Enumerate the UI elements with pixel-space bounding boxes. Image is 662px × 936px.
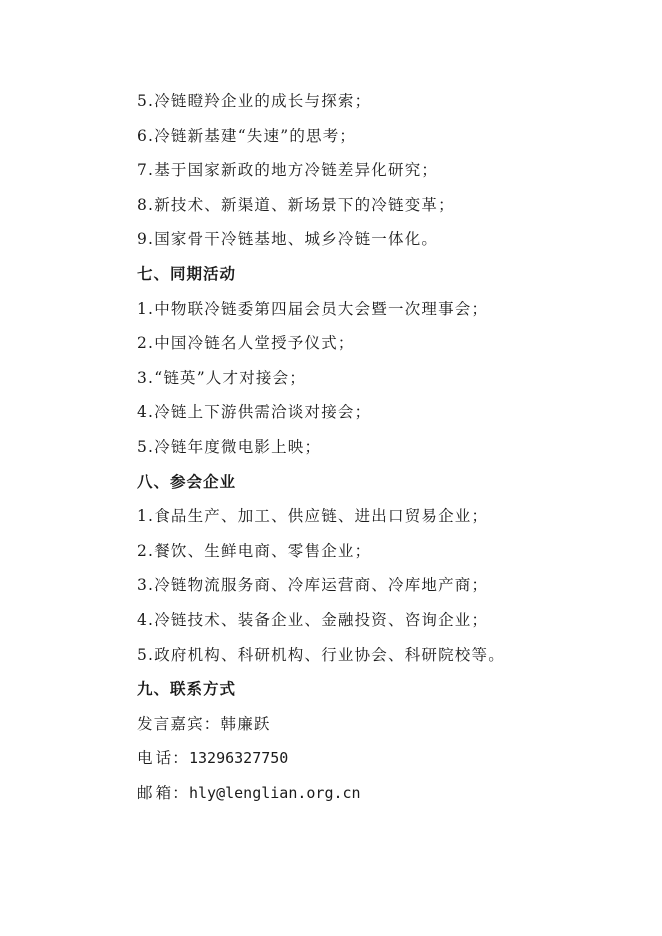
phone-label: 电 话： — [137, 749, 189, 768]
event-item-4: 4.冷链上下游供需洽谈对接会； — [137, 403, 372, 422]
email-label: 邮 箱： — [137, 783, 189, 802]
speaker-label: 发言嘉宾： — [137, 714, 221, 733]
phone-number[interactable]: 13296327750 — [189, 749, 289, 768]
participant-item-4: 4.冷链技术、装备企业、金融投资、咨询企业； — [137, 610, 489, 629]
topic-item-6: 6.冷链新基建“失速”的思考； — [137, 126, 357, 145]
section-heading-contact: 九、联系方式 — [137, 680, 237, 699]
topic-item-9: 9.国家骨干冷链基地、城乡冷链一体化。 — [137, 230, 439, 249]
event-item-3: 3.“链英”人才对接会； — [137, 368, 307, 387]
topic-item-7: 7.基于国家新政的地方冷链差异化研究； — [137, 161, 439, 180]
section-heading-participants: 八、参会企业 — [137, 472, 237, 491]
email-address[interactable]: hly@lenglian.org.cn — [189, 783, 361, 802]
section-heading-concurrent-events: 七、同期活动 — [137, 264, 237, 283]
participant-item-5: 5.政府机构、科研机构、行业协会、科研院校等。 — [137, 645, 505, 664]
document-body — [137, 84, 637, 810]
event-item-5: 5.冷链年度微电影上映； — [137, 437, 322, 456]
contact-phone-row — [137, 741, 637, 776]
participant-item-2: 2.餐饮、生鲜电商、零售企业； — [137, 541, 372, 560]
speaker-name: 韩廉跃 — [220, 714, 271, 733]
participant-item-3: 3.冷链物流服务商、冷库运营商、冷库地产商； — [137, 576, 489, 595]
contact-email-row — [137, 776, 637, 811]
topic-item-8: 8.新技术、新渠道、新场景下的冷链变革； — [137, 195, 455, 214]
event-item-1: 1.中物联冷链委第四届会员大会暨一次理事会； — [137, 299, 489, 318]
participant-item-1: 1.食品生产、加工、供应链、进出口贸易企业； — [137, 507, 489, 526]
topic-item-5: 5.冷链瞪羚企业的成长与探索； — [137, 92, 372, 110]
contact-speaker-row — [137, 707, 637, 742]
event-item-2: 2.中国冷链名人堂授予仪式； — [137, 334, 355, 353]
